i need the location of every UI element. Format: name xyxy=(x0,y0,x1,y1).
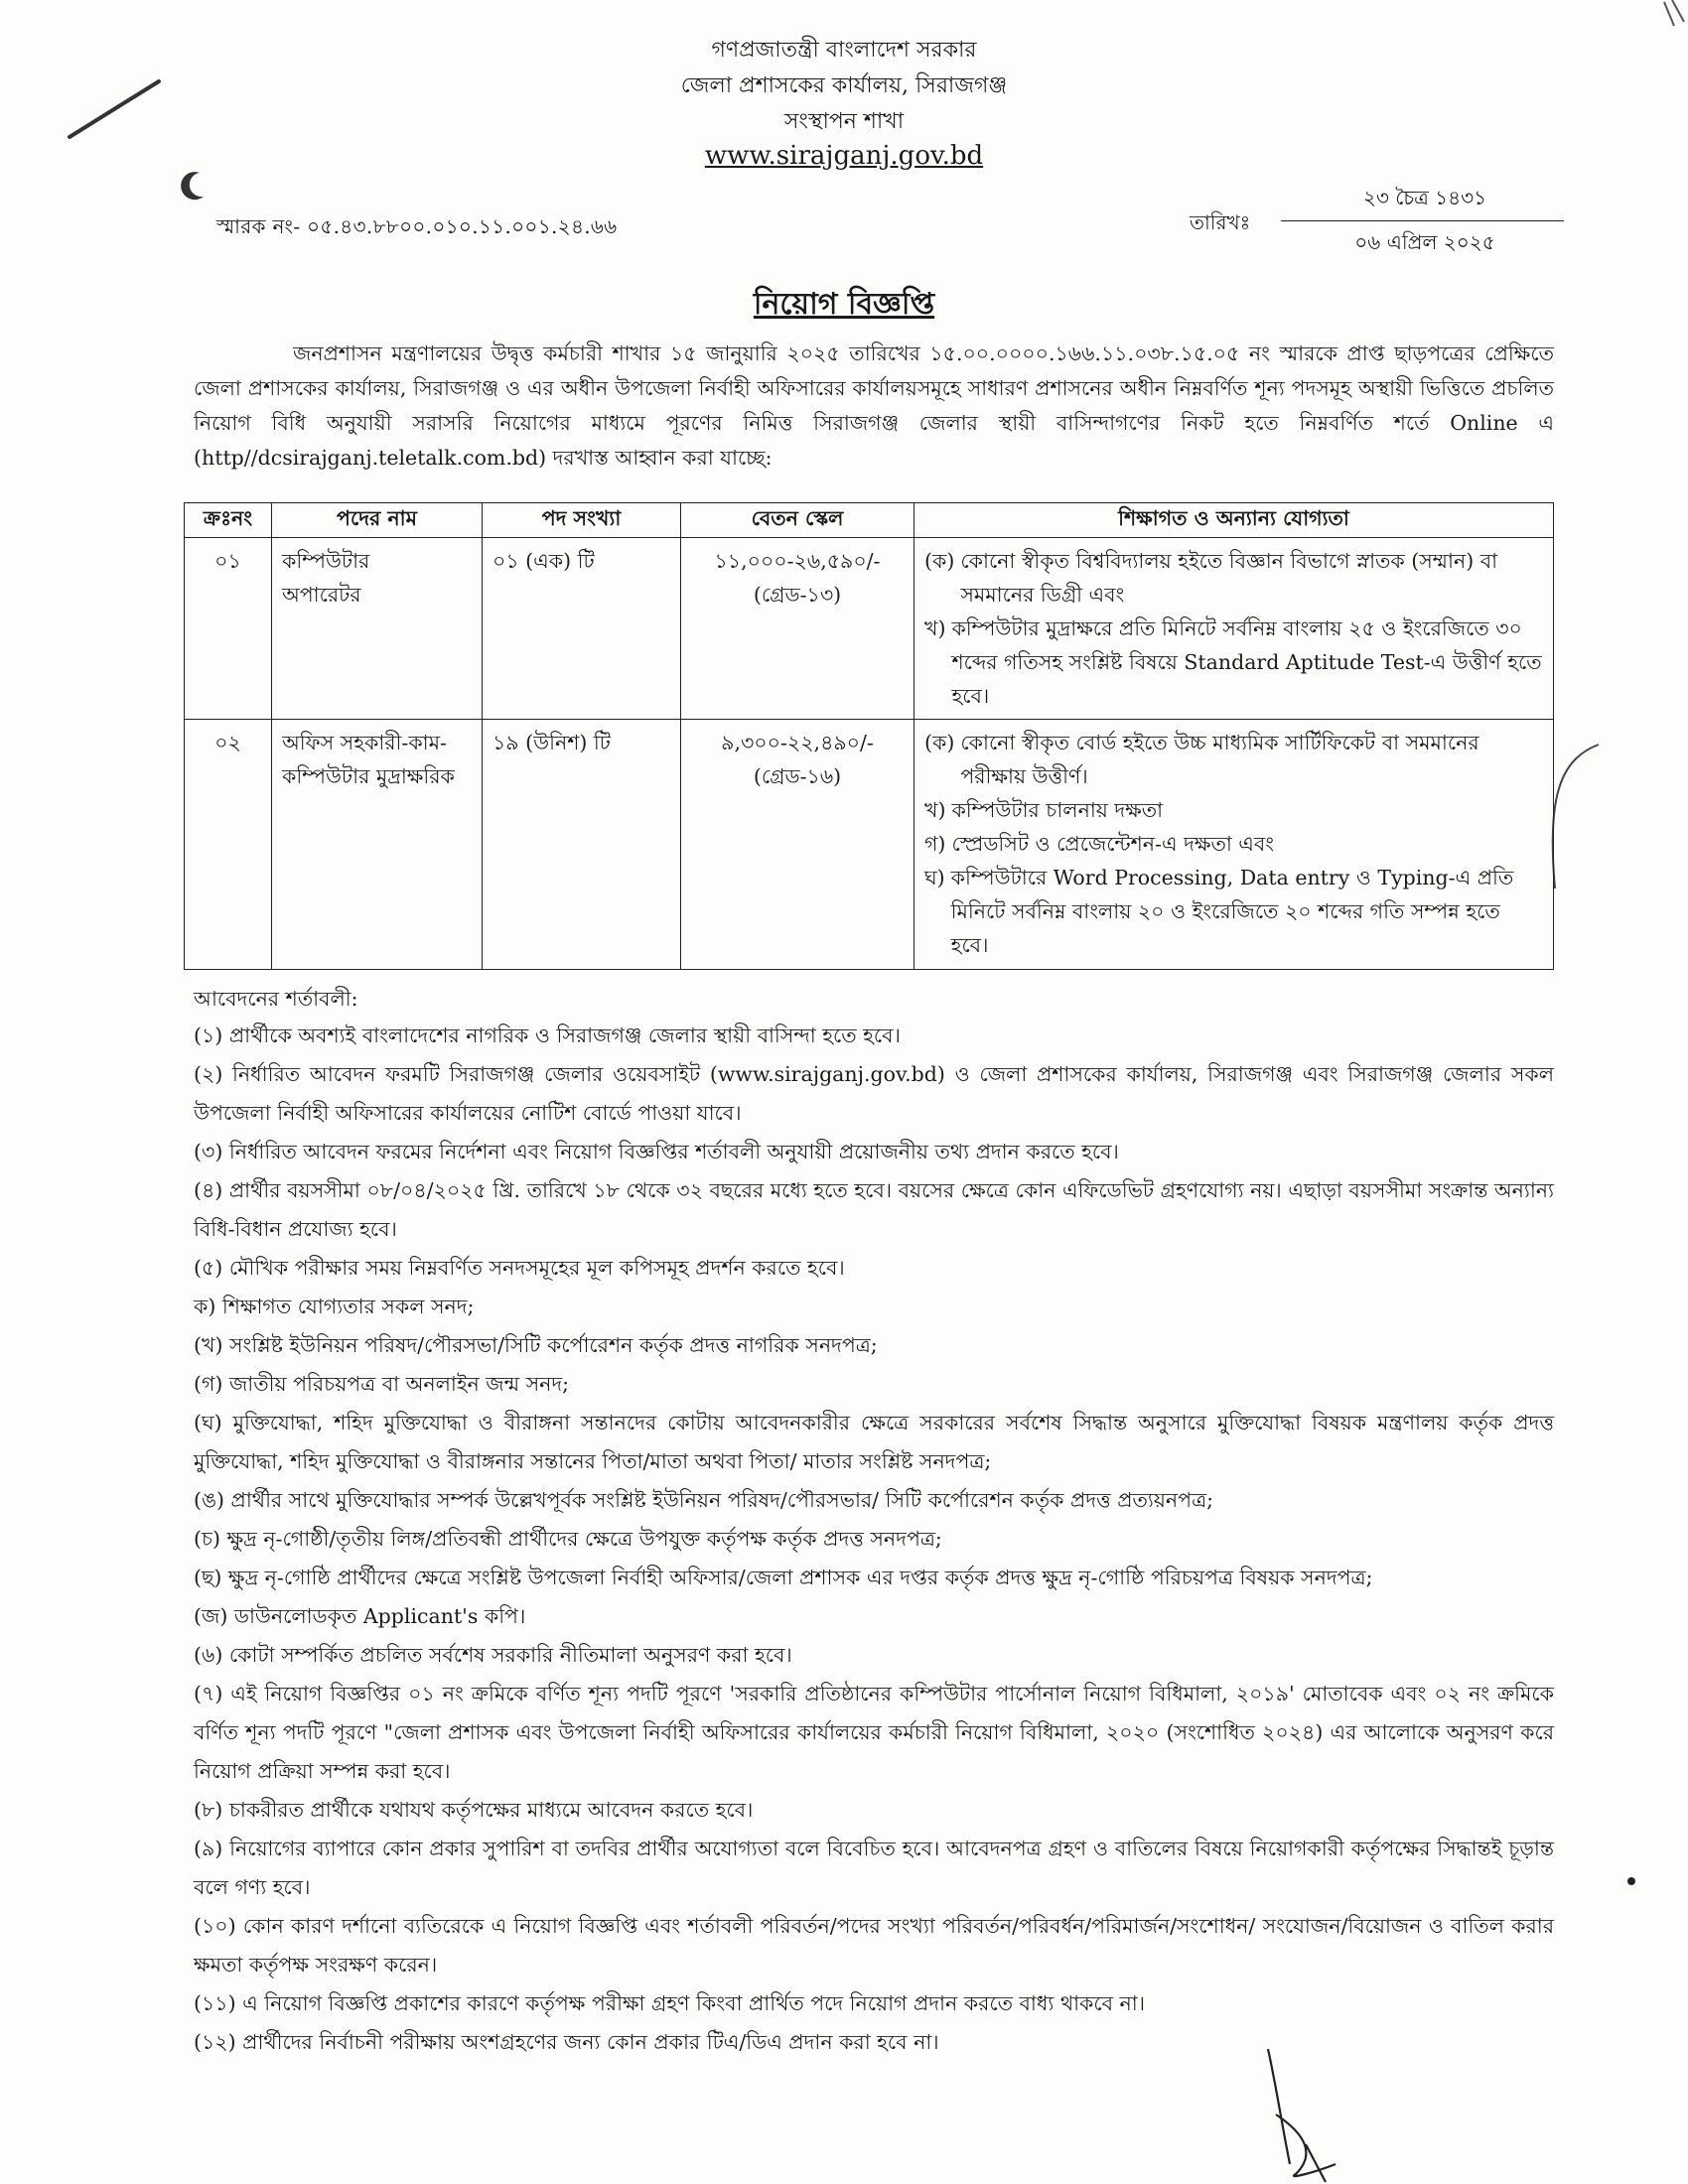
qualification-text: কম্পিউটারে Word Processing, Data entry ও Typing-এ প্রতি মিনিটে সর্বনিম্ন বাংলায় ২০ ও ইংরেজিতে ২০ শব্দের গতি সম্পন্ন হতে হবে। xyxy=(950,866,1514,957)
table-header-row xyxy=(185,503,1554,538)
intro-text: জনপ্রশাসন মন্ত্রণালয়ের উদ্বৃত্ত কর্মচারী শাখার ১৫ জানুয়ারি ২০২৫ তারিখের ১৫.০০.০০০০.১৬৬.১১.০৩৮.১৫.০৫ নং স্মারকে প্রাপ্ত ছাড়পত্রের প্রেক্ষিতে জেলা প্রশাসকের কার্যালয়, সিরাজগঞ্জ ও এর অধীন উপজেলা নির্বাহী অফিসারের কার্যালয়সমূহে সাধারণ প্রশাসনের অধীন নিম্নবর্ণিত শূন্য পদসমূহ অস্থায়ী ভিত্তিতে প্রচলিত নিয়োগ বিধি অনুযায়ী সরাসরি নিয়োগের মাধ্যমে পূরণের নিমিত্ত সিরাজগঞ্জ জেলার স্থায়ী বাসিন্দাগণের নিকট হতে নিম্নবর্ণিত শর্তে Online এ (http//dcsirajganj.teletalk.com.bd) দরখাস্ত আহ্বান করা যাচ্ছে: xyxy=(194,341,1554,470)
col-header-post-count: পদ সংখ্যা xyxy=(483,503,681,538)
signature-mark xyxy=(1246,2045,1355,2184)
condition-item: (৮) চাকরীরত প্রার্থীকে যথাযথ কর্তৃপক্ষের মাধ্যমে আবেদন করতে হবে। xyxy=(194,1798,754,1822)
intro-paragraph xyxy=(194,337,1554,476)
qualification-marker: (ক) xyxy=(924,731,955,754)
table-row xyxy=(185,720,1554,970)
row-post-name: কম্পিউটার অপারেটর xyxy=(272,538,483,720)
qualification-marker: খ) xyxy=(924,616,946,640)
condition-item: (১১) এ নিয়োগ বিজ্ঞপ্তি প্রকাশের কারণে কর্তৃপক্ষ পরীক্ষা গ্রহণ কিংবা প্রার্থিত পদে নিয়োগ প্রদান করতে বাধ্য থাকবে না। xyxy=(194,1991,1146,2015)
condition-item: (২) নির্ধারিত আবেদন ফরমটি সিরাজগঞ্জ জেলার ওয়েবসাইট (www.sirajganj.gov.bd) ও জেলা প্রশাসকের কার্যালয়, সিরাজগঞ্জ এবং সিরাজগঞ্জ জেলার সকল উপজেলা নির্বাহী অফিসারের কার্যালয়ের নোটিশ বোর্ডে পাওয়া যাবে। xyxy=(194,1062,1554,1125)
date-label: তারিখঃ xyxy=(1190,210,1251,234)
condition-item: (১০) কোন কারণ দর্শানো ব্যতিরেকে এ নিয়োগ বিজ্ঞপ্তি এবং শর্তাবলী পরিবর্তন/পদের সংখ্যা পরিবর্তন/পরিবর্ধন/পরিমার্জন/সংশোধন/ সংযোজন/বিয়োজন ও বাতিল করার ক্ষমতা কর্তৃপক্ষ সংরক্ষণ করেন। xyxy=(194,1914,1554,1977)
row-qualifications xyxy=(914,720,1554,970)
qualification-marker: গ) xyxy=(924,832,946,856)
condition-item: (৭) এই নিয়োগ বিজ্ঞপ্তির ০১ নং ক্রমিকে বর্ণিত শূন্য পদটি পূরণে 'সরকারি প্রতিষ্ঠানের কম্পিউটার পার্সোনাল নিয়োগ বিধিমালা, ২০১৯' মোতাবেক এবং ০২ নং ক্রমিকে বর্ণিত শূন্য পদটি পূরণে "জেলা প্রশাসক এবং উপজেলা নির্বাহী অফিসারের কার্যালয়ের কর্মচারী নিয়োগ বিধিমালা, ২০২০ (সংশোধিত ২০২৪) এর আলোকে অনুসরণ করে নিয়োগ প্রক্রিয়া সম্পন্ন করা হবে। xyxy=(194,1682,1554,1783)
office-name: জেলা প্রশাসকের কার্যালয়, সিরাজগঞ্জ xyxy=(680,73,1008,98)
row-pay-scale: ৯,৩০০-২২,৪৯০/- xyxy=(721,731,874,754)
condition-subitem: (ঙ) প্রার্থীর সাথে মুক্তিযোদ্ধার সম্পর্ক উল্লেখপূর্বক সংশ্লিষ্ট ইউনিয়ন পরিষদ/পৌরসভার/ সিটি কর্পোরেশন কর্তৃক প্রদত্ত প্রত্যয়নপত্র; xyxy=(194,1488,1214,1512)
qualification-text: স্প্রেডসিট ও প্রেজেন্টেশন-এ দক্ষতা এবং xyxy=(951,832,1275,856)
row-post-name: অফিস সহকারী-কাম-কম্পিউটার মুদ্রাক্ষরিক xyxy=(272,720,483,970)
row-grade: (গ্রেড-১৩) xyxy=(753,583,842,607)
qualification-item xyxy=(924,827,1543,861)
condition-subitem: ক) শিক্ষাগত যোগ্যতার সকল সনদ; xyxy=(194,1295,475,1318)
condition-item: (৬) কোটা সম্পর্কিত প্রচলিত সর্বশেষ সরকারি নীতিমালা অনুসরণ করা হবে। xyxy=(194,1643,792,1667)
qualification-item xyxy=(924,726,1543,793)
row-pay-scale: ১১,০০০-২৬,৫৯০/- xyxy=(714,549,881,573)
qualification-marker: খ) xyxy=(924,798,946,822)
condition-subitem: (খ) সংশ্লিষ্ট ইউনিয়ন পরিষদ/পৌরসভা/সিটি কর্পোরেশন কর্তৃক প্রদত্ত নাগরিক সনদপত্র; xyxy=(194,1333,878,1357)
qualification-item xyxy=(924,612,1543,713)
memo-number: স্মারক নং- ০৫.৪৩.৮৮০০.০১০.১১.০০১.২৪.৬৬ xyxy=(216,214,618,238)
condition-subitem: (ছ) ক্ষুদ্র নৃ-গোষ্ঠি প্রার্থীদের ক্ষেত্রে সংশ্লিষ্ট উপজেলা নির্বাহী অফিসার/জেলা প্রশাসক এর দপ্তর কর্তৃক প্রদত্ত ক্ষুদ্র নৃ-গোষ্ঠি পরিচয়পত্র বিষয়ক সনদপত্র; xyxy=(194,1566,1373,1589)
condition-subitem: (ঘ) মুক্তিযোদ্ধা, শহিদ মুক্তিযোদ্ধা ও বীরাঙ্গনা সন্তানদের কোটায় আবেদনকারীর ক্ষেত্রে সরকারের সর্বশেষ সিদ্ধান্ত অনুসারে মুক্তিযোদ্ধা বিষয়ক মন্ত্রণালয় কর্তৃক প্রদত্ত মুক্তিযোদ্ধা, শহিদ মুক্তিযোদ্ধা ও বীরাঙ্গনার সন্তানের পিতা/মাতা অথবা পিতা/ মাতার সংশ্লিষ্ট সনদপত্র; xyxy=(194,1411,1554,1473)
conditions-heading: আবেদনের শর্তাবলী: xyxy=(194,987,358,1011)
condition-subitem: (চ) ক্ষুদ্র নৃ-গোষ্ঠী/তৃতীয় লিঙ্গ/প্রতিবন্ধী প্রার্থীদের ক্ষেত্রে উপযুক্ত কর্তৃপক্ষ কর্তৃক প্রদত্ত সনদপত্র; xyxy=(194,1527,942,1551)
row-pay-scale-cell xyxy=(681,538,914,720)
row-post-count: ০১ (এক) টি xyxy=(483,538,681,720)
table-row xyxy=(185,538,1554,720)
qualification-item xyxy=(924,544,1543,612)
qualification-marker: (ক) xyxy=(924,549,955,573)
notice-title: নিয়োগ বিজ্ঞপ্তি xyxy=(753,287,935,322)
qualification-marker: ঘ) xyxy=(924,866,945,889)
condition-item: (৯) নিয়োগের ব্যাপারে কোন প্রকার সুপারিশ বা তদবির প্রার্থীর অযোগ্যতা বলে বিবেচিত হবে। আবেদনপত্র গ্রহণ ও বাতিলের বিষয়ে নিয়োগকারী কর্তৃপক্ষের সিদ্ধান্তই চূড়ান্ত বলে গণ্য হবে। xyxy=(194,1837,1554,1899)
condition-item: (১২) প্রার্থীদের নির্বাচনী পরীক্ষায় অংশগ্রহণের জন্য কোন প্রকার টিএ/ডিএ প্রদান করা হবে না। xyxy=(194,2030,939,2054)
office-website-link[interactable]: www.sirajganj.gov.bd xyxy=(704,141,984,171)
condition-item: (৪) প্রার্থীর বয়সসীমা ০৮/০৪/২০২৫ খ্রি. তারিখে ১৮ থেকে ৩২ বছরের মধ্যে হতে হবে। বয়সের ক্ষেত্রে কোন এফিডেভিট গ্রহণযোগ্য নয়। এছাড়া বয়সসীমা সংক্রান্ত অন্যান্য বিধি-বিধান প্রযোজ্য হবে। xyxy=(194,1178,1554,1241)
condition-subitem: (গ) জাতীয় পরিচয়পত্র বা অনলাইন জন্ম সনদ; xyxy=(194,1372,570,1396)
date-bangla: ২৩ চৈত্র ১৪৩১ xyxy=(1362,186,1487,209)
condition-item: (১) প্রার্থীকে অবশ্যই বাংলাদেশের নাগরিক ও সিরাজগঞ্জ জেলার স্থায়ী বাসিন্দা হতে হবে। xyxy=(194,1024,901,1047)
qualification-text: কম্পিউটার চালনায় দক্ষতা xyxy=(951,798,1164,822)
section-name: সংস্থাপন শাখা xyxy=(783,109,905,134)
date-divider xyxy=(1281,220,1564,221)
row-grade: (গ্রেড-১৬) xyxy=(753,764,842,788)
crescent-mark xyxy=(174,167,213,206)
condition-item: (৩) নির্ধারিত আবেদন ফরমের নির্দেশনা এবং নিয়োগ বিজ্ঞপ্তির শর্তাবলী অনুযায়ী প্রয়োজনীয় তথ্য প্রদান করতে হবে। xyxy=(194,1140,1119,1163)
condition-subitem: (জ) ডাউনলোডকৃত Applicant's কপি। xyxy=(194,1604,526,1628)
dot-mark xyxy=(1624,1874,1638,1888)
col-header-serial: ক্রঃনং xyxy=(185,503,272,538)
qualification-text: কোনো স্বীকৃত বিশ্ববিদ্যালয় হইতে বিজ্ঞান বিভাগে স্নাতক (সম্মান) বা সমমানের ডিগ্রী এবং xyxy=(960,549,1498,607)
row-qualifications xyxy=(914,538,1554,720)
posts-table xyxy=(184,502,1554,970)
qualification-text: কোনো স্বীকৃত বোর্ড হইতে উচ্চ মাধ্যমিক সার্টিফিকেট বা সমমানের পরীক্ষায় উত্তীর্ণ। xyxy=(960,731,1479,788)
row-pay-scale-cell xyxy=(681,720,914,970)
row-serial: ০১ xyxy=(185,538,272,720)
condition-item: (৫) মৌখিক পরীক্ষার সময় নিম্নবর্ণিত সনদসমূহের মূল কপিসমূহ প্রদর্শন করতে হবে। xyxy=(194,1256,845,1280)
col-header-post-name: পদের নাম xyxy=(272,503,483,538)
row-post-count: ১৯ (উনিশ) টি xyxy=(483,720,681,970)
corner-tick-mark xyxy=(1660,0,1688,30)
date-english: ০৬ এপ্রিল ২০২৫ xyxy=(1354,230,1495,254)
col-header-qualifications: শিক্ষাগত ও অন্যান্য যোগ্যতা xyxy=(914,503,1554,538)
application-conditions xyxy=(194,981,1554,2062)
government-name: গণপ্রজাতন্ত্রী বাংলাদেশ সরকার xyxy=(711,38,977,63)
col-header-pay-scale: বেতন স্কেল xyxy=(681,503,914,538)
row-serial: ০২ xyxy=(185,720,272,970)
qualification-text: কম্পিউটার মুদ্রাক্ষরে প্রতি মিনিটে সর্বনিম্ন বাংলায় ২৫ ও ইংরেজিতে ৩০ শব্দের গতিসহ সংশ্লিষ্ট বিষয়ে Standard Aptitude Test-এ উত্তীর্ণ হতে হবে। xyxy=(951,616,1542,708)
qualification-item xyxy=(924,861,1543,962)
qualification-item xyxy=(924,793,1543,827)
